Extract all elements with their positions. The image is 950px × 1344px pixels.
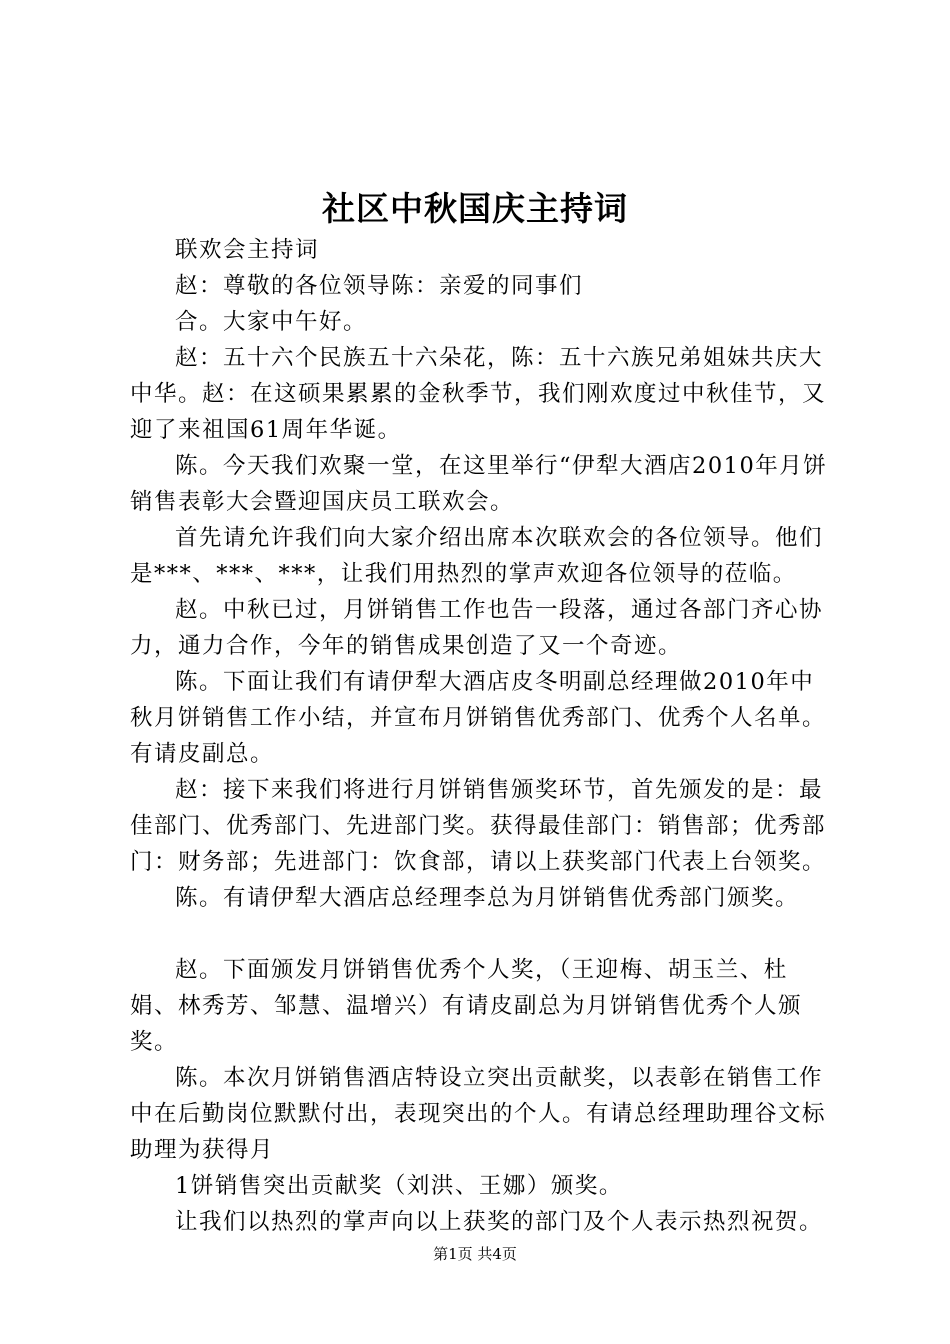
paragraph: 陈。下面让我们有请伊犁大酒店皮冬明副总经理做2010年中秋月饼销售工作小结，并宣布月饼销售优秀部门、优秀个人名单。有请皮副总。 xyxy=(130,669,827,767)
paragraph: 陈。本次月饼销售酒店特设立突出贡献奖，以表彰在销售工作中在后勤岗位默默付出，表现突出的个人。有请总经理助理谷文标助理为获得月 xyxy=(130,1065,827,1163)
paragraph: 赵。中秋已过，月饼销售工作也告一段落，通过各部门齐心协力，通力合作，今年的销售成果创造了又一个奇迹。 xyxy=(130,597,824,659)
document-body xyxy=(130,232,830,1240)
paragraph: 首先请允许我们向大家介绍出席本次联欢会的各位领导。他们是***、***、***，让我们用热烈的掌声欢迎各位领导的莅临。 xyxy=(130,525,824,587)
paragraph: 联欢会主持词 xyxy=(175,237,320,263)
paragraph: 赵。下面颁发月饼销售优秀个人奖，（王迎梅、胡玉兰、杜娟、林秀芳、邹慧、温增兴）有请皮副总为月饼销售优秀个人颁奖。 xyxy=(130,957,803,1055)
paragraph: 陈。有请伊犁大酒店总经理李总为月饼销售优秀部门颁奖。 xyxy=(175,885,800,911)
document-title: 社区中秋国庆主持词 xyxy=(322,189,628,228)
paragraph: 合。大家中午好。 xyxy=(175,309,368,335)
paragraph: 赵：五十六个民族五十六朵花，陈：五十六族兄弟姐妹共庆大中华。赵：在这硕果累累的金秋季节，我们刚欢度过中秋佳节，又迎了来祖国61周年华诞。 xyxy=(130,345,827,443)
paragraph: 陈。今天我们欢聚一堂，在这里举行“伊犁大酒店2010年月饼销售表彰大会暨迎国庆员工联欢会。 xyxy=(130,453,828,515)
paragraph: 1饼销售突出贡献奖（刘洪、王娜）颁奖。 xyxy=(175,1173,623,1199)
paragraph: 赵：尊敬的各位领导陈：亲爱的同事们 xyxy=(175,273,584,299)
page-footer: 第1页 共4页 xyxy=(433,1245,517,1263)
paragraph: 赵：接下来我们将进行月饼销售颁奖环节，首先颁发的是：最佳部门、优秀部门、先进部门奖。获得最佳部门：销售部；优秀部门：财务部；先进部门：饮食部，请以上获奖部门代表上台领奖。 xyxy=(130,777,827,875)
paragraph: 让我们以热烈的掌声向以上获奖的部门及个人表示热烈祝贺。 xyxy=(175,1209,824,1235)
blank-line xyxy=(130,916,830,952)
